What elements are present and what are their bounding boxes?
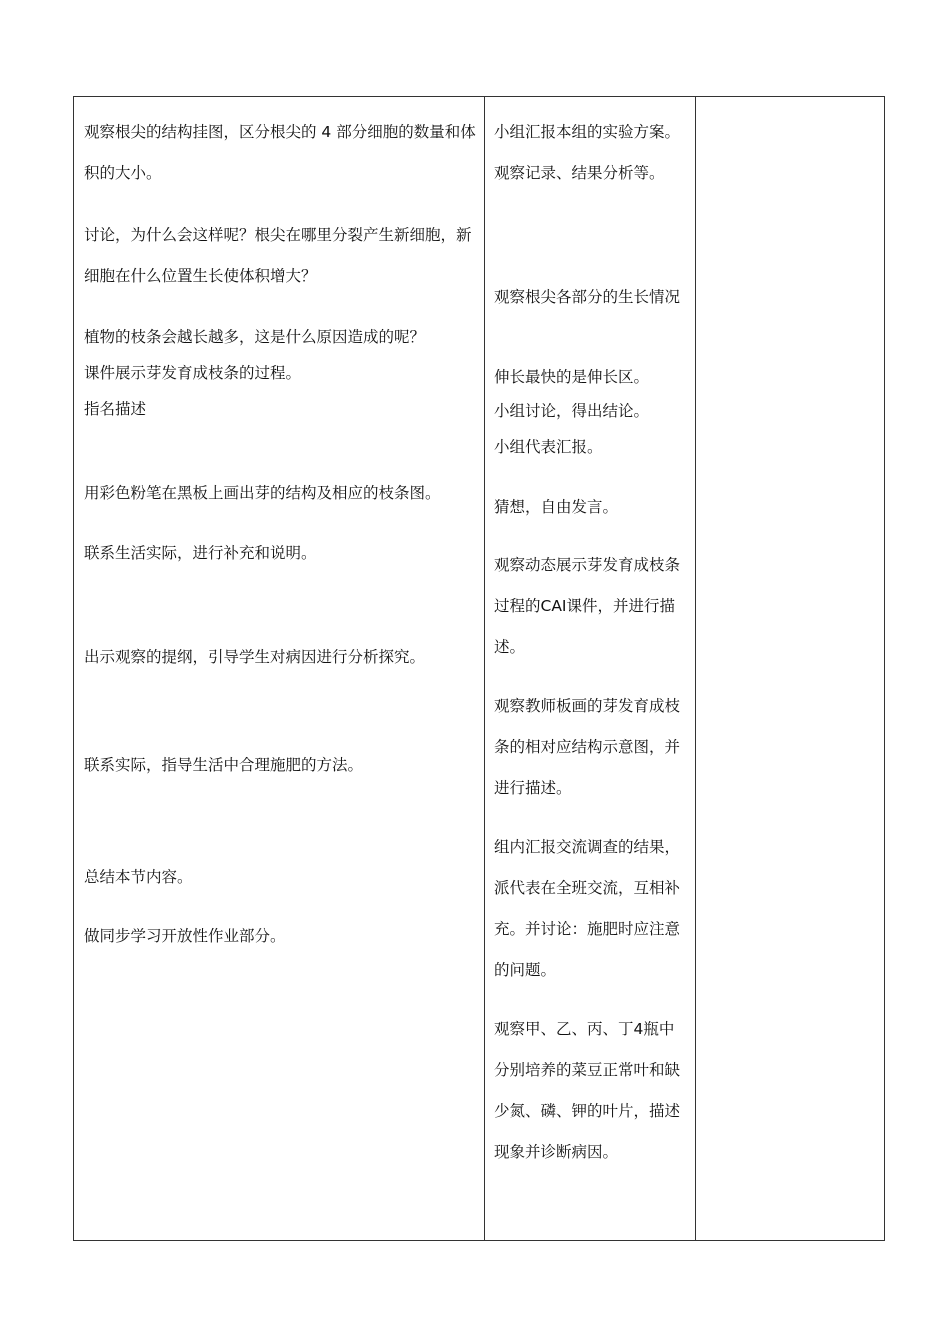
teacher-paragraph: 联系生活实际，进行补充和说明。 bbox=[84, 544, 317, 562]
lesson-table bbox=[73, 96, 885, 1241]
column-divider bbox=[695, 97, 696, 1240]
student-paragraph: 观察动态展示芽发育成枝条过程的CAI课件，并进行描述。 bbox=[494, 556, 681, 656]
column-divider bbox=[484, 97, 485, 1240]
teacher-paragraph: 用彩色粉笔在黑板上画出芽的结构及相应的枝条图。 bbox=[84, 484, 441, 502]
student-paragraph: 观察甲、乙、丙、丁4瓶中分别培养的菜豆正常叶和缺少氮、磷、钾的叶片，描述现象并诊断病因。 bbox=[494, 1020, 681, 1161]
teacher-paragraph: 观察根尖的结构挂图，区分根尖的 4 部分细胞的数量和体积的大小。 bbox=[84, 123, 476, 182]
teacher-paragraph: 讨论，为什么会这样呢？根尖在哪里分裂产生新细胞，新细胞在什么位置生长使体积增大？ bbox=[84, 226, 472, 285]
teacher-paragraph: 做同步学习开放性作业部分。 bbox=[84, 927, 286, 945]
teacher-paragraph: 指名描述 bbox=[84, 400, 147, 418]
student-paragraph: 观察根尖各部分的生长情况 bbox=[494, 288, 681, 306]
teacher-paragraph: 课件展示芽发育成枝条的过程。 bbox=[84, 364, 302, 382]
student-paragraph: 伸长最快的是伸长区。 bbox=[494, 368, 650, 386]
teacher-paragraph: 出示观察的提纲，引导学生对病因进行分析探究。 bbox=[84, 648, 426, 666]
teacher-paragraph: 总结本节内容。 bbox=[84, 868, 193, 886]
student-paragraph: 猜想，自由发言。 bbox=[494, 498, 619, 516]
teacher-paragraph: 联系实际，指导生活中合理施肥的方法。 bbox=[84, 756, 364, 774]
student-paragraph: 观察教师板画的芽发育成枝条的相对应结构示意图，并进行描述。 bbox=[494, 697, 681, 797]
student-paragraph: 组内汇报交流调查的结果，派代表在全班交流，互相补充。并讨论：施肥时应注意的问题。 bbox=[494, 838, 681, 979]
teacher-paragraph: 植物的枝条会越长越多，这是什么原因造成的呢？ bbox=[84, 328, 426, 346]
student-paragraph: 小组汇报本组的实验方案。观察记录、结果分析等。 bbox=[494, 123, 681, 182]
student-paragraph: 小组讨论，得出结论。 bbox=[494, 402, 650, 420]
student-paragraph: 小组代表汇报。 bbox=[494, 438, 603, 456]
